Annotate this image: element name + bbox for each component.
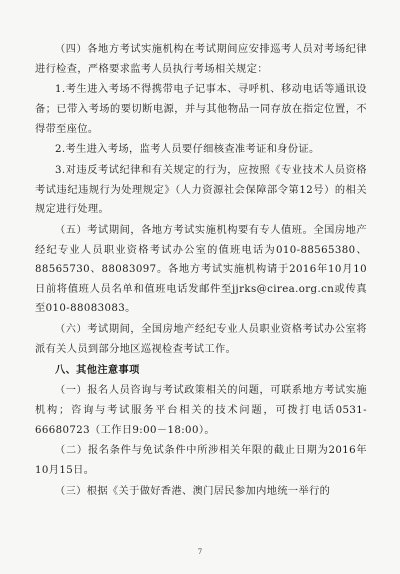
paragraph-consultation: （一）报名人员咨询与考试政策相关的问题，可联系地方考试实施机构；咨询与考试服务平台相关的技术问题，可拨打电话0531-66680723（工作日9:00－18:00）。	[35, 385, 367, 436]
paragraph-inspection: （四）各地方考试实施机构在考试期间应安排巡考人员对考场纪律进行检查，严格要求监考人员执行考场相关规定：	[35, 44, 367, 75]
section-heading: 八、其他注意事项	[55, 364, 140, 376]
paragraph-deadline: （二）报名条件与免试条件中所涉相关年限的截止日期为2016年10月15日。	[35, 445, 367, 476]
document-body	[35, 40, 367, 503]
paragraph-rule-2: 2.考生进入考场，监考人员要仔细核查准考证和身份证。	[55, 144, 320, 156]
paragraph-rule-1: 1.考生进入考场不得携带电子记事本、寻呼机、移动电话等通讯设备；已带入考场的要切断电源，并与其他物品一同存放在指定位置，不得带至座位。	[35, 84, 367, 135]
paragraph-patrol: （六）考试期间，全国房地产经纪专业人员职业资格考试办公室将派有关人员到部分地区巡视检查考试工作。	[35, 324, 367, 355]
paragraph-duty: （五）考试期间，各地方考试实施机构要有专人值班。全国房地产经纪专业人员职业资格考试办公室的值班电话为010-88565380、88565730、88083097。各地方考试实施机构请于2016年10月10日前将值班人员名单和值班电话发邮件至jjrks@cirea.org.cn或传真至010-88083083。	[35, 225, 367, 315]
page-number: 7	[197, 548, 203, 556]
paragraph-hk-macau: （三）根据《关于做好香港、澳门居民参加内地统一举行的	[55, 485, 331, 497]
paragraph-rule-3: 3.对违反考试纪律和有关规定的行为，应按照《专业技术人员资格考试违纪违规行为处理规定》（人力资源社会保障部令第12号）的相关规定进行处理。	[35, 165, 367, 216]
